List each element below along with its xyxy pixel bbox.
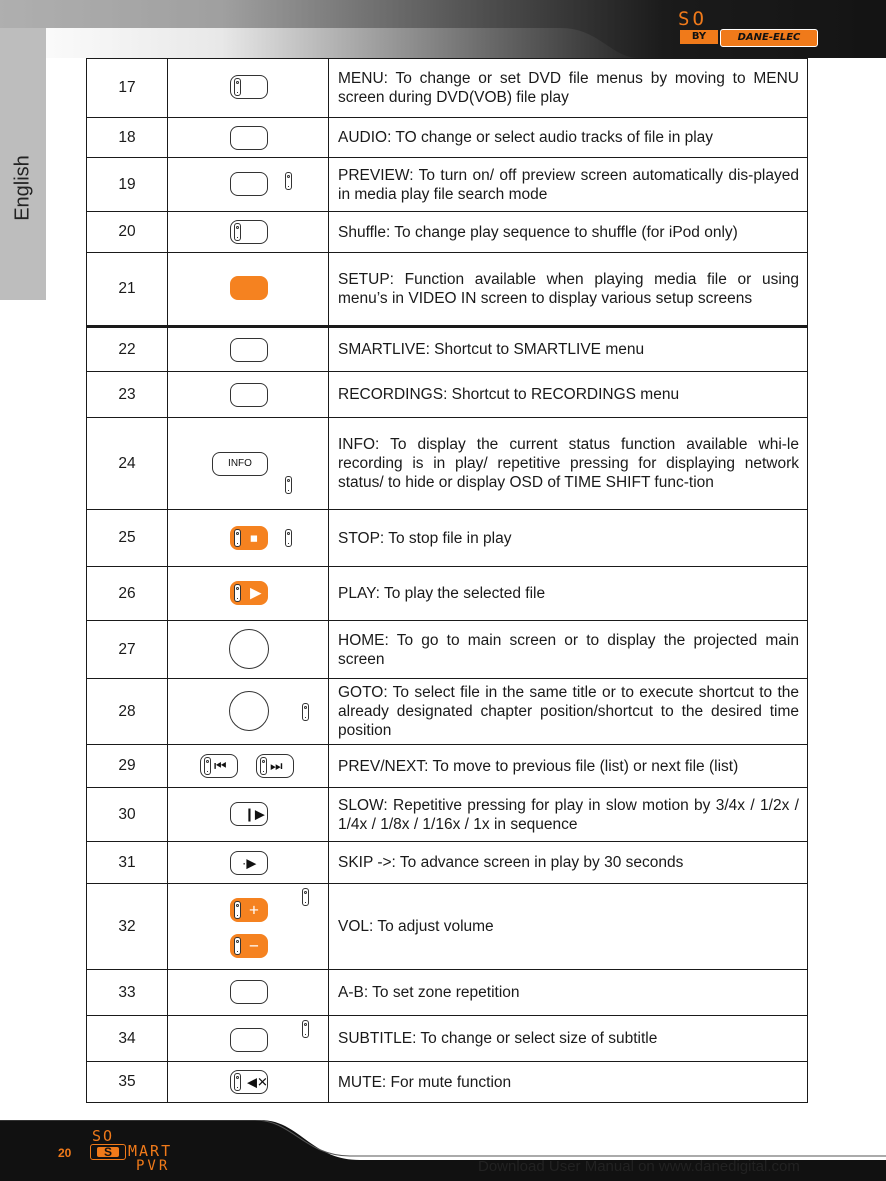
- row-description: SLOW: Repetitive pressing for play in slow motion by 3/4x / 1/2x / 1/4x / 1/8x / 1/16x / 1x in sequence: [329, 788, 808, 842]
- row-description: SUBTITLE: To change or select size of subtitle: [329, 1016, 808, 1062]
- language-side-tab: [0, 28, 46, 300]
- key-icon-cell: [168, 621, 329, 679]
- row-description: SMARTLIVE: Shortcut to SMARTLIVE menu: [329, 327, 808, 372]
- row-description: HOME: To go to main screen or to display the projected main screen: [329, 621, 808, 679]
- key-icon-cell: [168, 253, 329, 327]
- key-icon-cell: [168, 884, 329, 970]
- previous-icon: ⏮: [214, 757, 227, 774]
- subtitle-key-icon: [230, 1028, 268, 1052]
- shuffle-key-icon: [230, 220, 268, 244]
- slow-key-icon: [230, 802, 268, 826]
- footer-logo-s-letter: S: [97, 1147, 119, 1157]
- key-icon-cell: [168, 418, 329, 510]
- key-icon-cell: [168, 1062, 329, 1103]
- table-row: [87, 212, 808, 253]
- row-number: 29: [87, 745, 168, 788]
- audio-key-icon: [230, 126, 268, 150]
- play-key-icon: [230, 581, 268, 605]
- row-number: 35: [87, 1062, 168, 1103]
- row-description: STOP: To stop file in play: [329, 510, 808, 567]
- row-number: 33: [87, 970, 168, 1016]
- minus-icon: −: [249, 936, 259, 956]
- row-description: A-B: To set zone repetition: [329, 970, 808, 1016]
- row-number: 20: [87, 212, 168, 253]
- row-description: RECORDINGS: Shortcut to RECORDINGS menu: [329, 372, 808, 418]
- mute-icon: ◀✕: [247, 1074, 268, 1090]
- page-number: 20: [58, 1146, 72, 1160]
- stop-key-icon: [230, 526, 268, 550]
- row-number: 18: [87, 118, 168, 158]
- row-description: MENU: To change or set DVD file menus by moving to MENU screen during DVD(VOB) file play: [329, 59, 808, 118]
- row-number: 17: [87, 59, 168, 118]
- brand-by-logo: BY: [680, 30, 718, 44]
- row-number: 27: [87, 621, 168, 679]
- row-description: PLAY: To play the selected file: [329, 567, 808, 621]
- remote-marker-icon: [302, 1020, 309, 1038]
- table-row: [87, 970, 808, 1016]
- row-description: Shuffle: To change play sequence to shuffle (for iPod only): [329, 212, 808, 253]
- setup-key-icon: [230, 276, 268, 300]
- row-number: 19: [87, 158, 168, 212]
- table-row: [87, 418, 808, 510]
- footer-logo-mart: MART: [128, 1142, 173, 1160]
- row-number: 23: [87, 372, 168, 418]
- stop-icon: ■: [250, 530, 258, 546]
- info-key-icon: [212, 452, 268, 476]
- row-number: 32: [87, 884, 168, 970]
- key-icon-cell: [168, 59, 329, 118]
- page-header: [0, 0, 886, 58]
- download-note[interactable]: Download User Manual on www.danedigital.com: [478, 1158, 800, 1175]
- brand-maker-logo: DANE-ELEC: [720, 29, 818, 47]
- row-number: 22: [87, 327, 168, 372]
- table-row: [87, 842, 808, 884]
- key-icon-cell: [168, 970, 329, 1016]
- key-icon-cell: [168, 510, 329, 567]
- row-number: 25: [87, 510, 168, 567]
- goto-key-icon: [229, 691, 269, 731]
- info-key-label: INFO: [228, 458, 252, 469]
- key-icon-cell: [168, 158, 329, 212]
- row-description: GOTO: To select file in the same title or to execute shortcut to the already designated chapter position/shortcut to the desired time position: [329, 679, 808, 745]
- row-description: VOL: To adjust volume: [329, 884, 808, 970]
- recordings-key-icon: [230, 383, 268, 407]
- table-row: [87, 621, 808, 679]
- row-number: 24: [87, 418, 168, 510]
- table-row: [87, 372, 808, 418]
- table-row: [87, 510, 808, 567]
- next-key-icon: [256, 754, 294, 778]
- row-description: MUTE: For mute function: [329, 1062, 808, 1103]
- row-description: PREV/NEXT: To move to previous file (list) or next file (list): [329, 745, 808, 788]
- table-row: [87, 118, 808, 158]
- brand-so-logo: SO: [678, 8, 707, 30]
- table-row: [87, 158, 808, 212]
- footer-logo-s: [90, 1144, 126, 1160]
- skip-icon: ·▶: [242, 855, 257, 871]
- preview-key-icon: [230, 172, 268, 196]
- slow-icon: ❙▶: [244, 806, 265, 822]
- row-description: SETUP: Function available when playing media file or using menu’s in VIDEO IN screen to display various setup screens: [329, 253, 808, 327]
- row-number: 28: [87, 679, 168, 745]
- key-icon-cell: [168, 1016, 329, 1062]
- remote-marker-icon: [285, 529, 292, 547]
- table-row: [87, 679, 808, 745]
- menu-key-icon: [230, 75, 268, 99]
- row-number: 21: [87, 253, 168, 327]
- table-row: [87, 1016, 808, 1062]
- plus-icon: +: [249, 900, 259, 920]
- row-description: INFO: To display the current status function available whi-le recording is in play/ repetitive pressing for displaying network status/ to hide or display OSD of TIME SHIFT func-tion: [329, 418, 808, 510]
- footer-logo-so: SO: [92, 1127, 115, 1145]
- vol-up-key-icon: [230, 898, 268, 922]
- table-row: [87, 59, 808, 118]
- remote-marker-icon: [285, 172, 292, 190]
- prev-key-icon: [200, 754, 238, 778]
- key-icon-cell: [168, 788, 329, 842]
- row-number: 26: [87, 567, 168, 621]
- key-icon-cell: [168, 567, 329, 621]
- row-number: 34: [87, 1016, 168, 1062]
- mute-key-icon: [230, 1070, 268, 1094]
- remote-marker-icon: [285, 476, 292, 494]
- table-row: [87, 788, 808, 842]
- table-row: [87, 745, 808, 788]
- row-number: 31: [87, 842, 168, 884]
- key-icon-cell: [168, 842, 329, 884]
- row-number: 30: [87, 788, 168, 842]
- key-icon-cell: [168, 745, 329, 788]
- skip-key-icon: [230, 851, 268, 875]
- table-row: [87, 567, 808, 621]
- remote-marker-icon: [302, 888, 309, 906]
- table-row: [87, 253, 808, 327]
- remote-keys-table: [86, 58, 808, 1103]
- remote-marker-icon: [302, 703, 309, 721]
- table-row: [87, 1062, 808, 1103]
- row-description: PREVIEW: To turn on/ off preview screen automatically dis-played in media play file search mode: [329, 158, 808, 212]
- language-label: English: [11, 155, 34, 221]
- key-icon-cell: [168, 212, 329, 253]
- table-row: [87, 884, 808, 970]
- ab-key-icon: [230, 980, 268, 1004]
- footer-logo-pvr: PVR: [136, 1158, 171, 1174]
- key-icon-cell: [168, 118, 329, 158]
- row-description: AUDIO: TO change or select audio tracks of file in play: [329, 118, 808, 158]
- play-icon: ▶: [250, 584, 262, 602]
- home-key-icon: [229, 629, 269, 669]
- smartlive-key-icon: [230, 338, 268, 362]
- table-row: [87, 327, 808, 372]
- key-icon-cell: [168, 372, 329, 418]
- row-description: SKIP ->: To advance screen in play by 30 seconds: [329, 842, 808, 884]
- key-icon-cell: [168, 679, 329, 745]
- vol-down-key-icon: [230, 934, 268, 958]
- key-icon-cell: [168, 327, 329, 372]
- next-icon: ⏭: [270, 757, 283, 774]
